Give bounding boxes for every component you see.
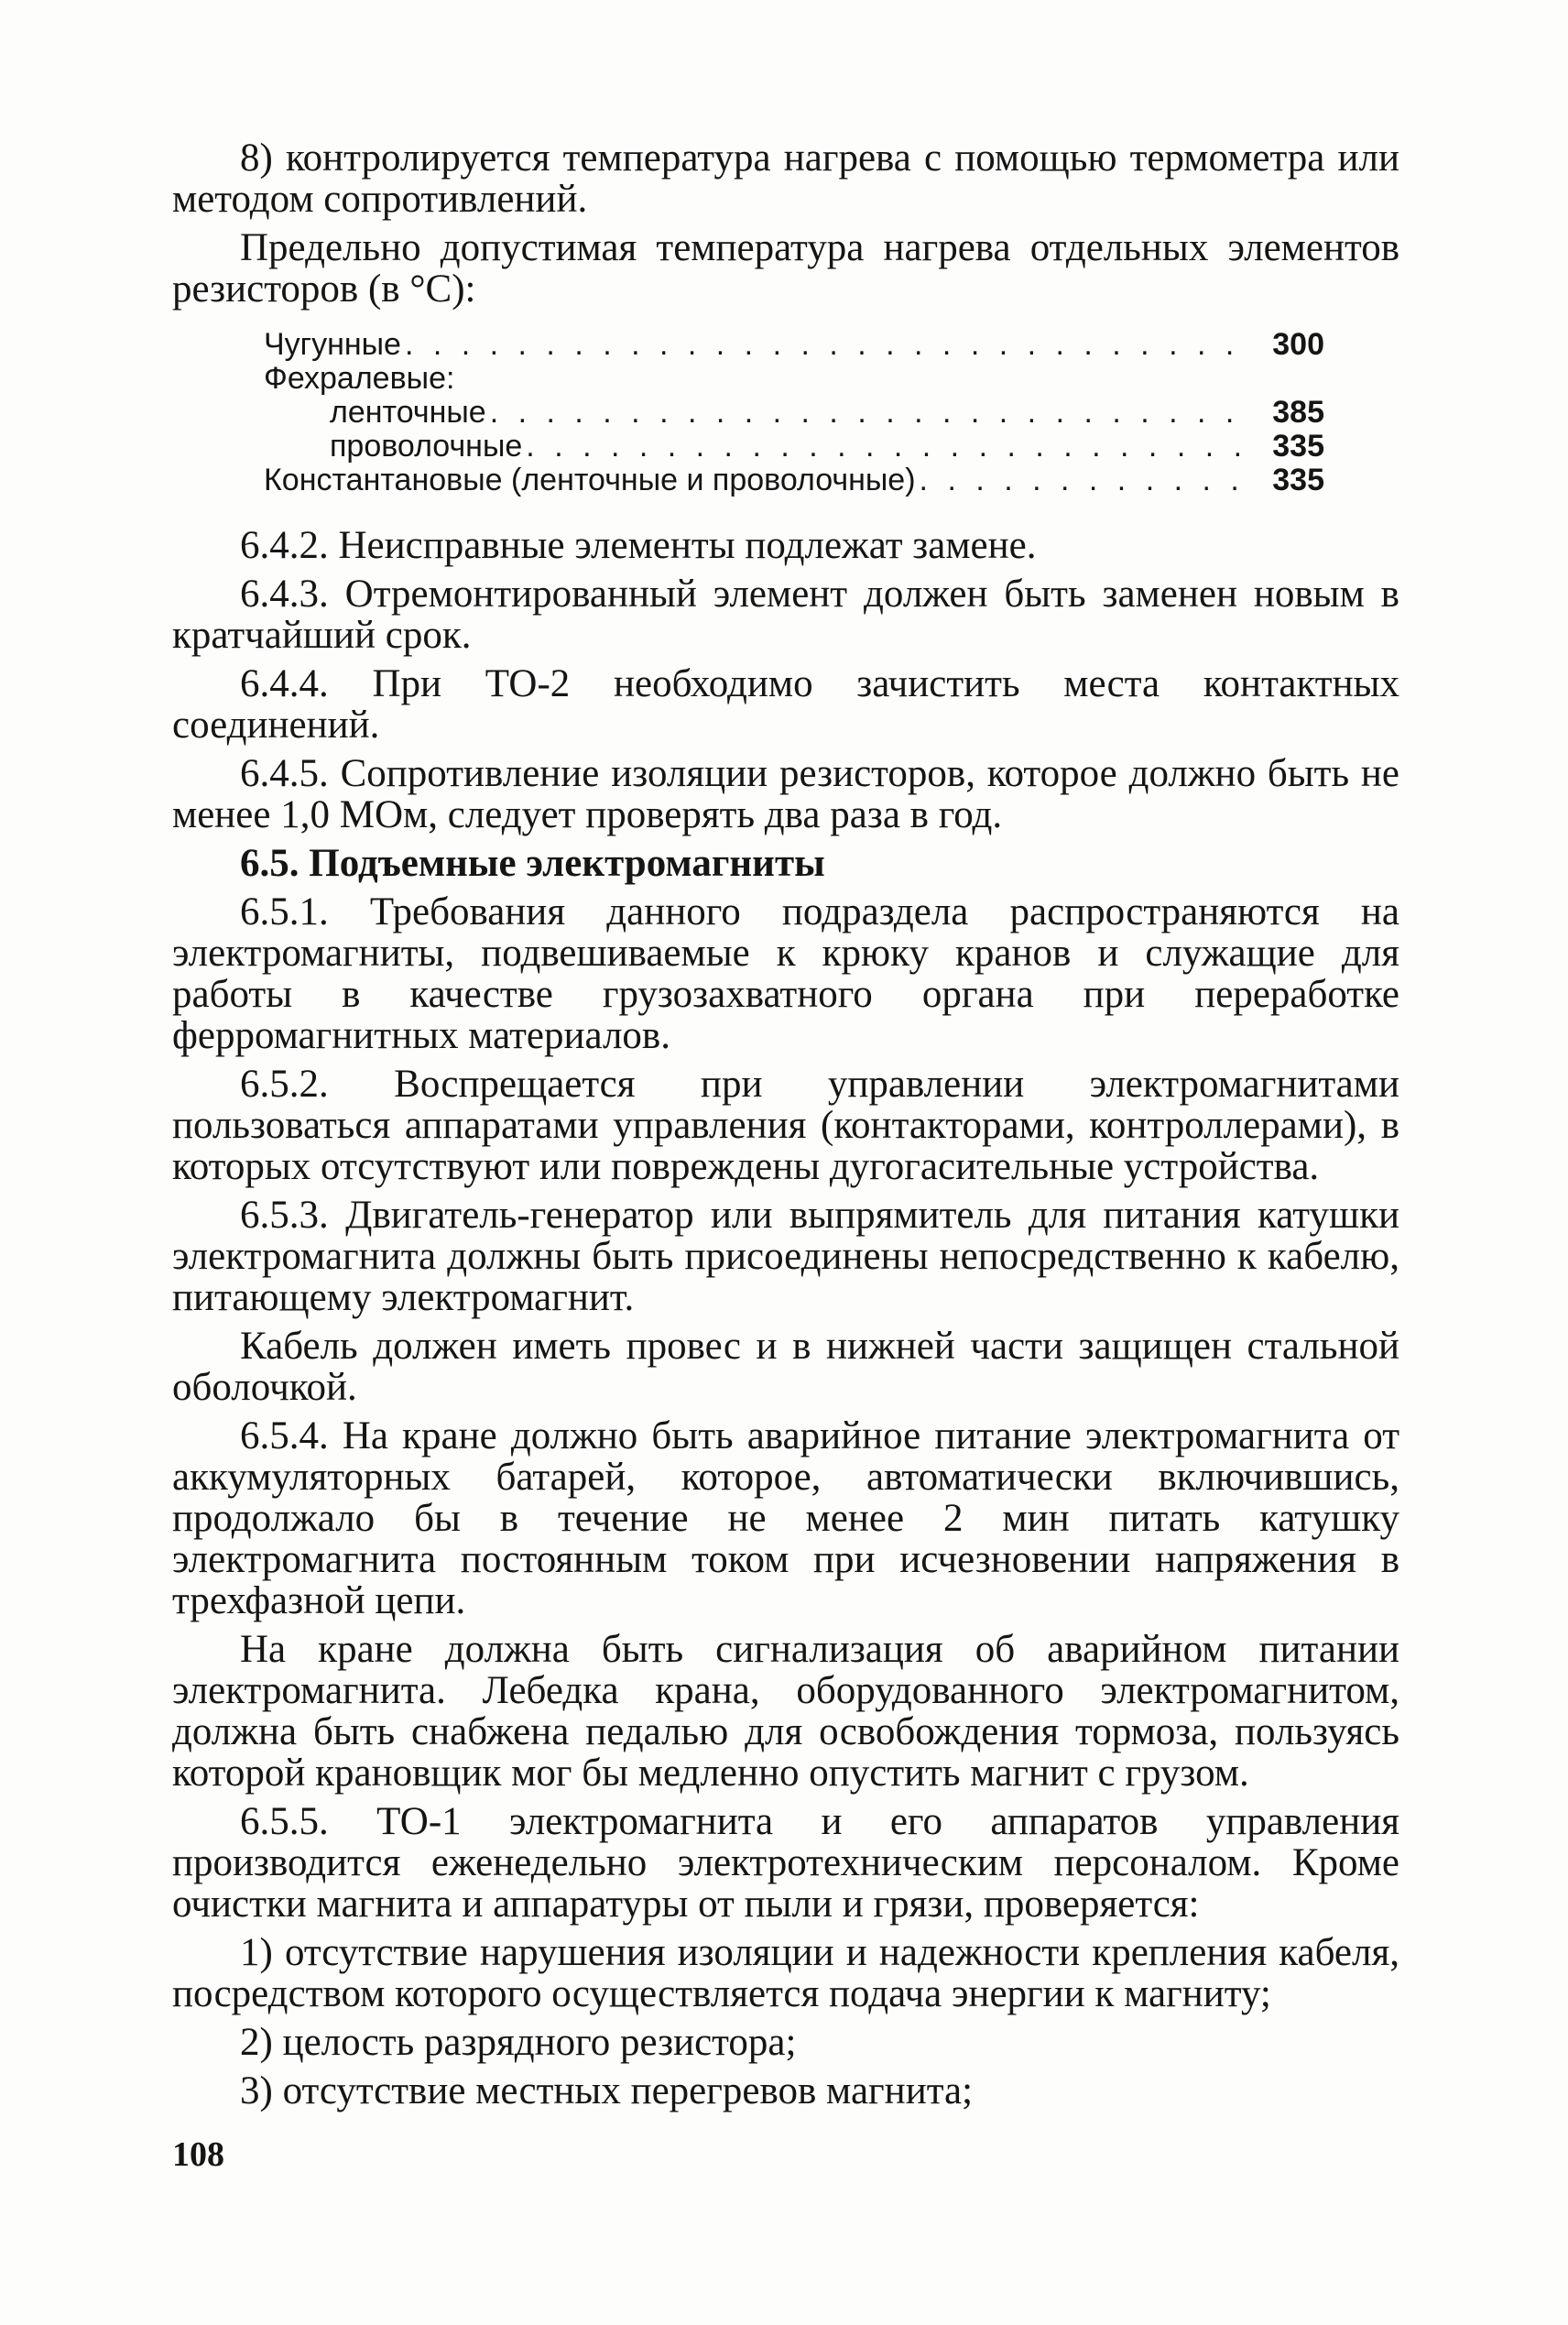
paragraph-6-4-4: 6.4.4. При ТО-2 необходимо зачистить места контактных соединений. <box>172 662 1399 747</box>
page-number: 108 <box>172 2135 224 2174</box>
dot-leader <box>401 328 1251 362</box>
row-value: 385 <box>1272 395 1324 430</box>
paragraph-6-4-3: 6.4.3. Отремонтированный элемент должен быть заменен новым в кратчайший срок. <box>172 573 1399 657</box>
row-value: 300 <box>1272 327 1324 362</box>
paragraph-6-5-4: 6.5.4. На кране должно быть аварийное питание электромагнита от аккумуляторных батарей, которое, автоматически включившись, продолжало бы в течение не менее 2 мин питать катушку электромагнита постоянным током при исчезновении напряжения в трехфазной цепи. <box>172 1414 1399 1622</box>
paragraph-6-5-3: 6.5.3. Двигатель-генератор или выпрямитель для питания катушки электромагнита должны быть присоединены непосредственно к кабелю, питающему электромагнит. <box>172 1194 1399 1319</box>
dot-leader <box>916 464 1251 497</box>
section-heading-6-5: 6.5. Подъемные электромагниты <box>240 842 825 885</box>
paragraph-signalling: На кране должна быть сигнализация об аварийном питании электромагнита. Лебедка крана, оборудованного электромагнитом, должна быть снабжена педалью для освобождения тормоза, пользуясь которой крановщик мог бы медленно опустить магнит с грузом. <box>172 1628 1399 1795</box>
row-label: ленточные <box>330 395 486 430</box>
paragraph-item-v: 8) контролируется температура нагрева с помощью термометра или методом сопротивлений. <box>172 136 1399 221</box>
row-label: Фехралевые: <box>264 361 455 396</box>
paragraph-cable: Кабель должен иметь провес и в нижней части защищен стальной оболочкой. <box>172 1325 1399 1409</box>
temperature-table <box>264 328 1324 497</box>
paragraph-6-4-2: 6.4.2. Неисправные элементы подлежат замене. <box>240 524 1037 567</box>
row-value: 335 <box>1272 429 1324 464</box>
dot-leader <box>522 430 1251 464</box>
paragraph-6-5-2: 6.5.2. Воспрещается при управлении электромагнитами пользоваться аппаратами управления (контакторами, контроллерами), в которых отсутствуют или повреждены дугогасительные устройства. <box>172 1063 1399 1188</box>
table-row <box>264 396 1324 430</box>
list-item: 1) отсутствие нарушения изоляции и надежности крепления кабеля, посредством которого осуществляется подача энергии к магниту; <box>172 1931 1399 2015</box>
row-label: Чугунные <box>264 327 401 362</box>
paragraph-6-4-5: 6.4.5. Сопротивление изоляции резисторов, которое должно быть не менее 1,0 МОм, следует проверять два раза в год. <box>172 752 1399 836</box>
table-row <box>264 328 1324 362</box>
list-item: 2) целость разрядного резистора; <box>240 2021 797 2064</box>
table-row <box>264 430 1324 464</box>
table-row <box>264 464 1324 497</box>
dot-leader <box>486 396 1251 430</box>
row-value: 335 <box>1272 463 1324 497</box>
paragraph-temperature-limit: Предельно допустимая температура нагрева отдельных элементов резисторов (в °С): <box>172 226 1399 311</box>
row-label: Константановые (ленточные и проволочные) <box>264 463 916 497</box>
row-label: проволочные <box>330 429 523 464</box>
table-row <box>264 362 1324 396</box>
page-body <box>172 137 1399 2112</box>
paragraph-6-5-5: 6.5.5. ТО-1 электромагнита и его аппаратов управления производится еженедельно электротехническим персоналом. Кроме очистки магнита и аппаратуры от пыли и грязи, проверяется: <box>172 1800 1399 1926</box>
list-item: 3) отсутствие местных перегревов магнита; <box>240 2069 974 2112</box>
paragraph-6-5-1: 6.5.1. Требования данного подраздела распространяются на электромагниты, подвешиваемые к крюку кранов и служащие для работы в качестве грузозахватного органа при переработке ферромагнитных материалов. <box>172 890 1399 1057</box>
